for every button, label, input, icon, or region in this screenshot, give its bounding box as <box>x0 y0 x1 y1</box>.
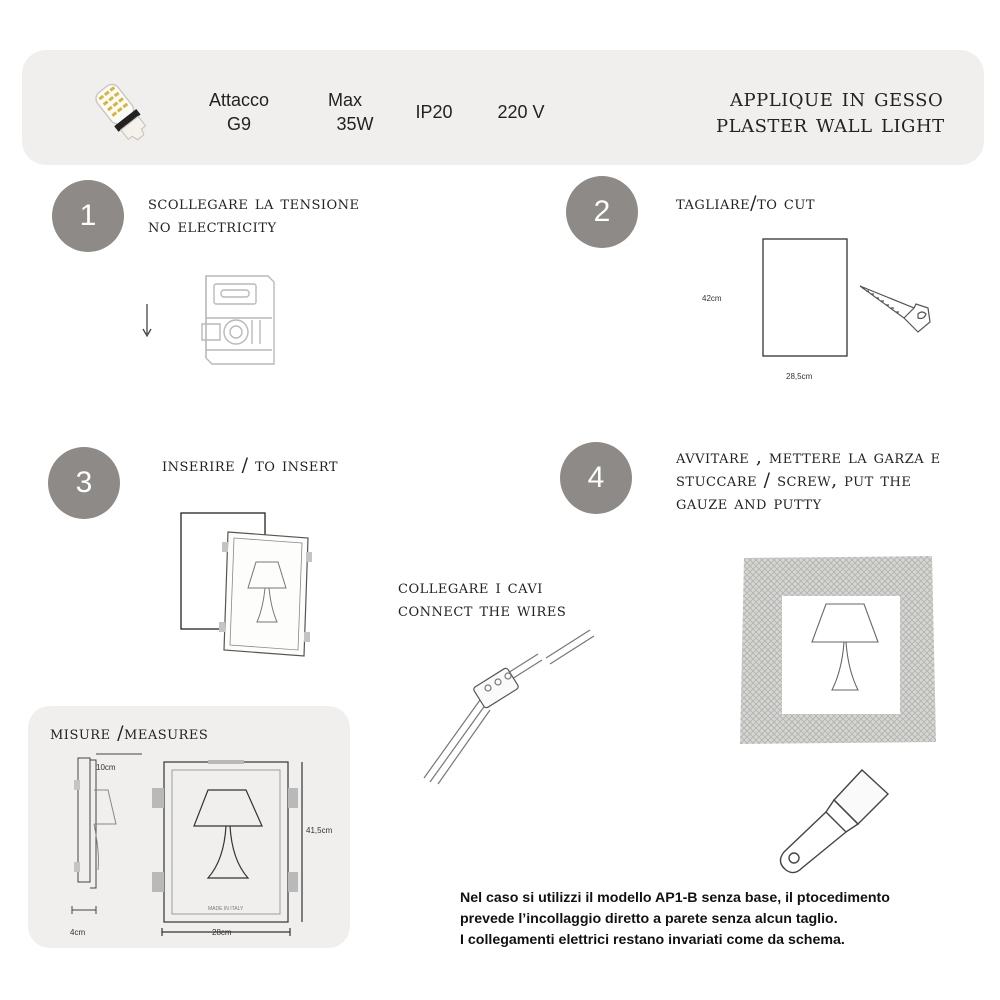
depth-bottom-label: 4cm <box>70 928 86 937</box>
spec-max-value: 35W <box>336 114 374 134</box>
front-view-drawing <box>150 760 320 940</box>
front-width-label: 28cm <box>212 928 232 937</box>
step-1-badge: 1 <box>52 180 124 252</box>
spatula-icon <box>772 766 892 876</box>
product-title-it: applique in gesso <box>730 83 944 112</box>
cut-rectangle <box>762 238 850 358</box>
step-2-badge: 2 <box>566 176 638 248</box>
spec-socket <box>198 88 280 136</box>
spec-max-power <box>318 88 384 136</box>
step-3-title: inserire / to insert <box>162 454 339 476</box>
step-4-title <box>676 446 941 515</box>
wires-title-line2: connect the wires <box>398 599 567 621</box>
measures-title: misure /measures <box>50 722 209 744</box>
step-3-badge: 3 <box>48 447 120 519</box>
spec-voltage: 220 V <box>497 102 545 122</box>
wire-connector-icon <box>418 618 608 788</box>
spec-max-label: Max <box>328 90 363 110</box>
step-4-title-line1: avvitare , mettere la garza e <box>676 446 941 468</box>
spec-socket-value: G9 <box>226 114 251 134</box>
step-1-title <box>148 192 360 238</box>
note-line2: prevede l’incollaggio diretto a parete senza alcun taglio. <box>460 911 838 927</box>
cut-width-label: 28,5cm <box>786 372 813 381</box>
spec-ip-rating: IP20 <box>415 102 453 122</box>
note-line3: I collegamenti elettrici restano invariati come da schema. <box>460 932 845 948</box>
side-view-drawing <box>66 752 146 932</box>
gauze-putty-illustration <box>738 554 938 746</box>
note-line1: Nel caso si utilizzi il modello AP1-B senza base, il ptocedimento <box>460 890 890 906</box>
product-title-en: plaster wall light <box>716 109 945 138</box>
step-1-title-line2: no electricity <box>148 215 277 237</box>
depth-top-label: 10cm <box>96 763 116 772</box>
step-4-badge: 4 <box>560 442 632 514</box>
wires-title <box>398 576 566 622</box>
step-4-title-line3: gauze and putty <box>676 492 822 514</box>
electric-meter-icon <box>192 272 282 368</box>
step-2-title: tagliare/to cut <box>676 192 816 214</box>
saw-icon <box>856 282 936 342</box>
arrow-down-icon <box>140 302 154 338</box>
step-4-title-line2: stuccare / screw, put the <box>676 469 912 491</box>
installation-note <box>460 888 990 951</box>
step-1-title-line1: scollegare la tensione <box>148 192 360 214</box>
wires-title-line1: collegare i cavi <box>398 576 543 598</box>
spec-socket-label: Attacco <box>208 90 270 110</box>
insert-illustration <box>180 510 320 655</box>
front-height-label: 41,5cm <box>306 826 333 835</box>
cut-height-label: 42cm <box>702 294 722 303</box>
g9-bulb-icon <box>84 76 164 156</box>
made-in-italy-stamp: MADE IN ITALY <box>208 906 244 912</box>
